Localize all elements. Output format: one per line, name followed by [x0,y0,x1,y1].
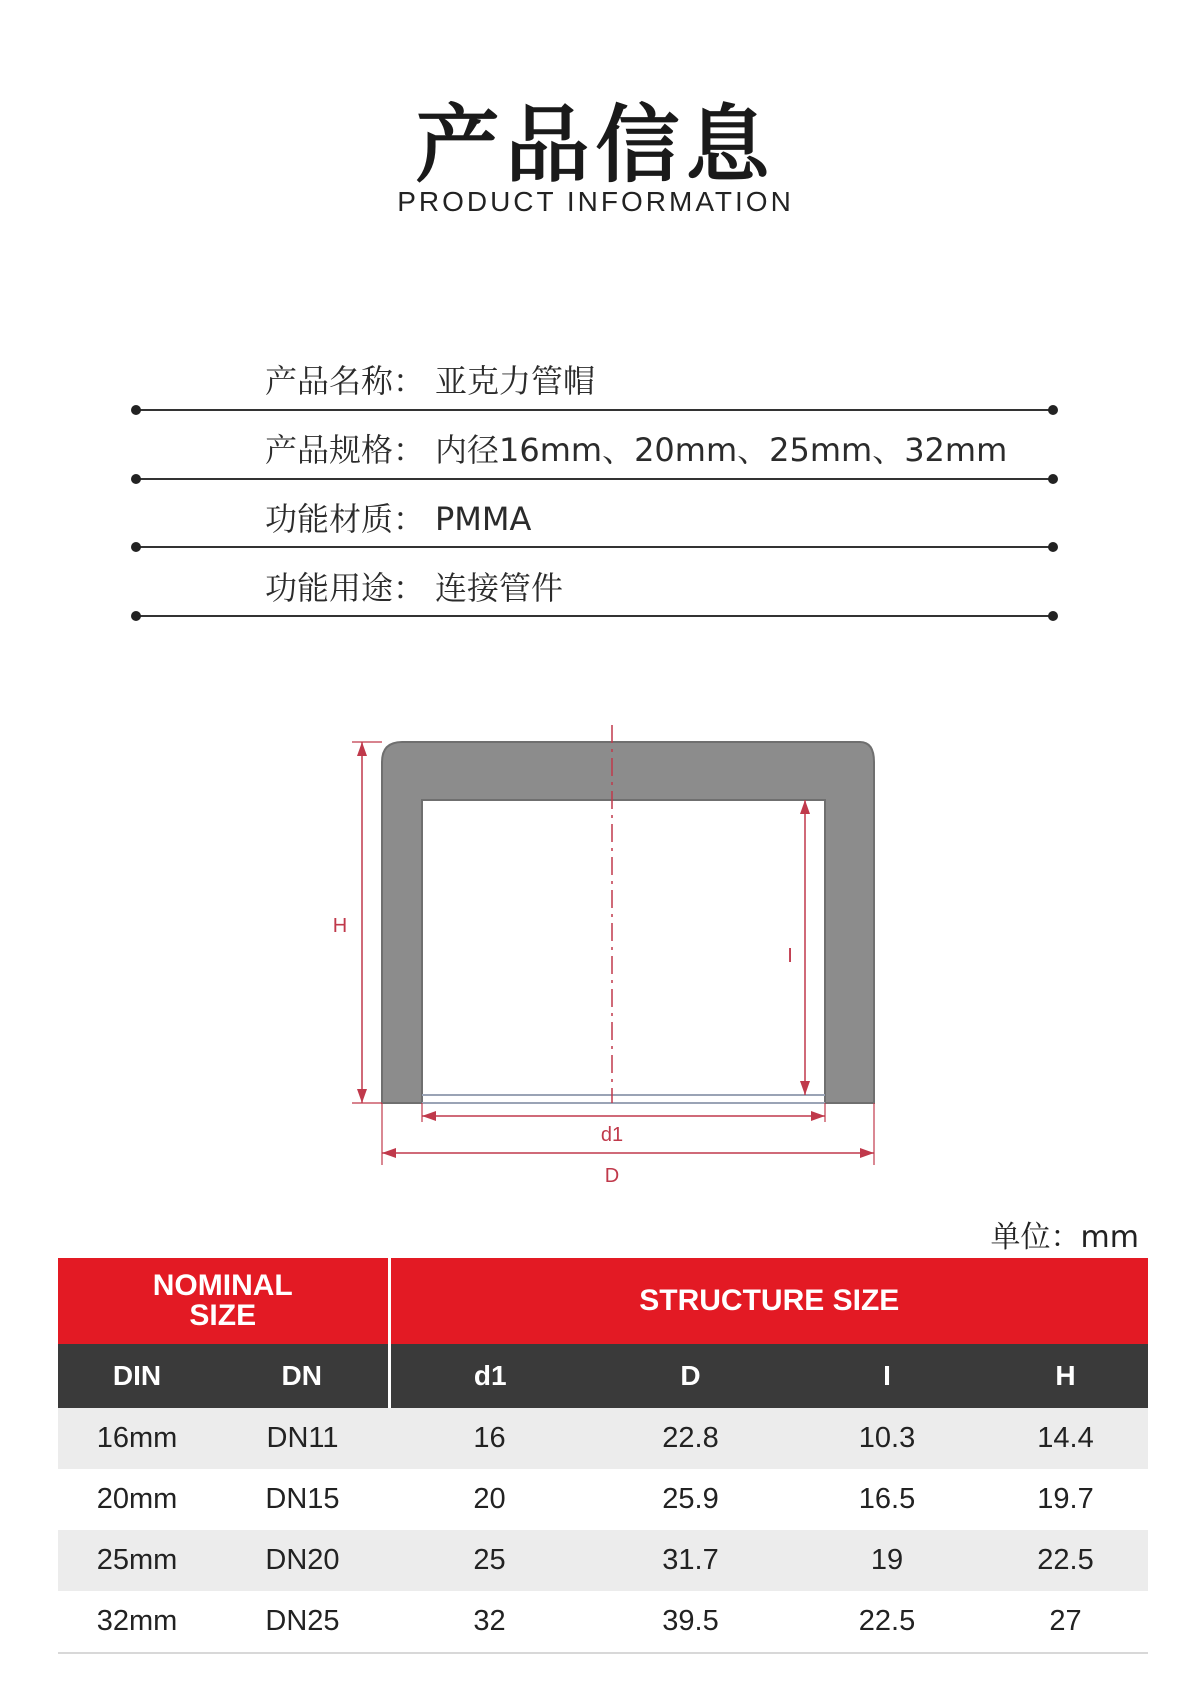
cell-d: 22.8 [590,1408,791,1469]
cap-body-shape [382,742,874,1103]
cell-d1: 25 [389,1530,590,1591]
nominal-line2: SIZE [189,1299,257,1332]
cell-d: 25.9 [590,1469,791,1530]
table-row [58,1408,1148,1469]
info-row-name [265,356,595,402]
label-h: H [332,915,348,937]
column-header-d: D [590,1344,791,1408]
structure-size-header: STRUCTURE SIZE [389,1258,1148,1344]
column-header-din: DIN [58,1344,216,1408]
page-title: 产品信息 [415,96,776,194]
cell-i: 10.3 [791,1408,983,1469]
label-d: D [604,1165,620,1187]
divider [136,546,1053,548]
cell-din: 25mm [58,1530,216,1591]
cell-i: 19 [791,1530,983,1591]
cell-h: 27 [983,1591,1148,1653]
info-label: 功能材质： [265,500,426,538]
divider [136,478,1053,480]
cell-din: 16mm [58,1408,216,1469]
info-row-material [265,494,531,540]
info-label: 功能用途： [265,569,426,607]
cell-dn: DN20 [216,1530,389,1591]
arrow-head [800,800,810,814]
cell-h: 22.5 [983,1530,1148,1591]
cell-dn: DN25 [216,1591,389,1653]
nominal-size-header [58,1258,389,1344]
cell-h: 19.7 [983,1469,1148,1530]
info-value: 内径16mm、20mm、25mm、32mm [435,431,1008,469]
arrow-head [860,1148,874,1158]
pipe-cap-diagram [290,720,890,1190]
cell-i: 22.5 [791,1591,983,1653]
cell-d1: 16 [389,1408,590,1469]
cell-dn: DN15 [216,1469,389,1530]
arrow-head [800,1081,810,1095]
unit-label: 单位：mm [990,1220,1139,1255]
info-value: 亚克力管帽 [435,362,596,400]
arrow-head [357,742,367,756]
cell-h: 14.4 [983,1408,1148,1469]
cell-i: 16.5 [791,1469,983,1530]
column-header-h: H [983,1344,1148,1408]
info-row-usage [265,563,563,609]
column-header-dn: DN [216,1344,389,1408]
table-row [58,1530,1148,1591]
spec-table [58,1258,1148,1654]
info-label: 产品名称： [265,362,426,400]
cell-din: 20mm [58,1469,216,1530]
divider [136,615,1053,617]
arrow-head [422,1111,436,1121]
table-row [58,1469,1148,1530]
cell-din: 32mm [58,1591,216,1653]
cell-d: 31.7 [590,1530,791,1591]
cell-d1: 20 [389,1469,590,1530]
arrow-head [357,1089,367,1103]
label-i: I [787,945,793,967]
info-value: PMMA [435,500,532,538]
cell-d1: 32 [389,1591,590,1653]
cell-dn: DN11 [216,1408,389,1469]
column-header-d1: d1 [389,1344,590,1408]
cell-d: 39.5 [590,1591,791,1653]
info-row-spec [265,425,1007,471]
divider [136,409,1053,411]
info-value: 连接管件 [435,569,564,607]
arrow-head [811,1111,825,1121]
label-d1: d1 [600,1124,624,1146]
arrow-head [382,1148,396,1158]
nominal-line1: NOMINAL [152,1269,293,1302]
page-subtitle: PRODUCT INFORMATION [397,186,794,217]
column-header-i: I [791,1344,983,1408]
info-label: 产品规格： [265,431,426,469]
table-row [58,1591,1148,1653]
